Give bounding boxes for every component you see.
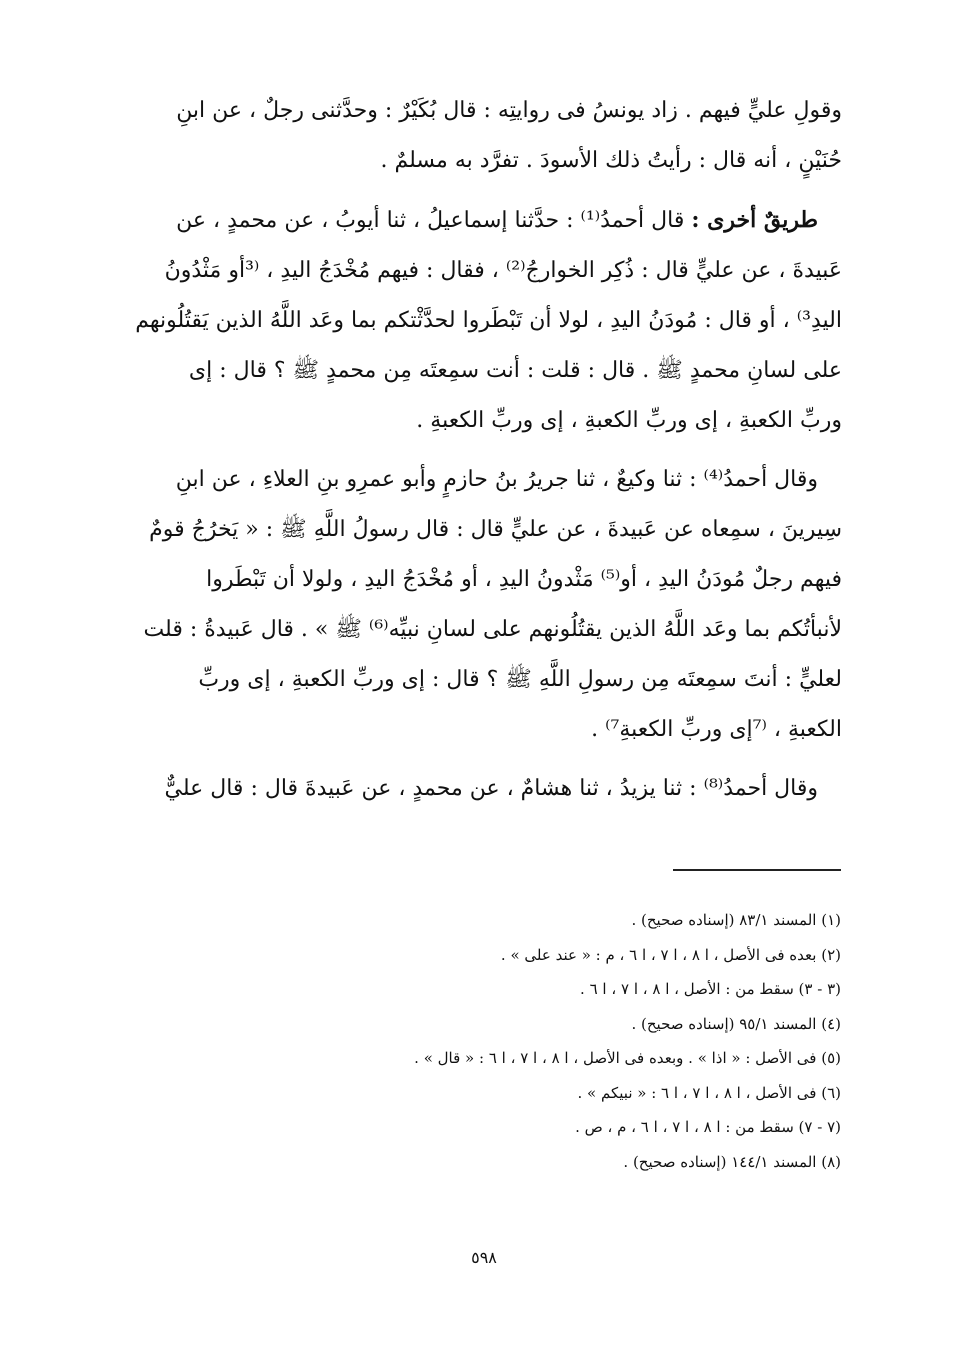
section-heading: طريقٌ أخرى : <box>691 207 818 233</box>
text-line: سِيرينَ ، سمِعاه عن عَبيدةَ ، عن عليٍّ قال : قال رسولُ اللَّهِ ﷺ : « يَخرُجُ قومٌ <box>149 517 842 542</box>
footnote-7: (٧ - ٧) سقط من : ا ٨ ، ا ٧ ، ا ٦ ، م ، ص . <box>575 1118 841 1136</box>
text-line: على لسانِ محمدٍ ﷺ . قال : قلت : أنت سمِعتَه مِن محمدٍ ﷺ ؟ قال : إى <box>188 358 842 383</box>
footnotes <box>300 903 841 1179</box>
text-line: فيهم رجلٌ مُودَنُ اليدِ ، أو⁽⁵⁾ مَثْدونُ اليدِ ، أو مُخْدَجُ اليدِ ، ولولا أن تَبْطَروا <box>206 567 842 592</box>
text-line: لأنبأتُكم بما وعَد اللَّهُ الذين يقتُلُونهم على لسانِ نبيِّه⁽⁶⁾ ﷺ » . قال عَبيدةُ : قلت <box>143 617 842 642</box>
footnote-4: (٤) المسند ٩٥/١ (إسناده صحيح) . <box>631 1014 841 1033</box>
page-number: ٥٩٨ <box>471 1248 497 1267</box>
paragraph-3 <box>118 455 842 755</box>
text-line: اليدِ³⁾ ، أو قال : مُودَنُ اليدِ ، لولا أن تَبْطَروا لحدَّثْتكم بما وعَد اللَّهُ الذين يَقتُلُونهم <box>135 308 842 333</box>
text-line: قال أحمدُ⁽¹⁾ : حدَّثنا إسماعيلُ ، ثنا أيوبُ ، عن محمدٍ ، عن <box>176 208 692 233</box>
text-line: لعليٍّ : أنتَ سمِعتَه مِن رسولِ اللَّهِ ﷺ ؟ قال : إى وربِّ الكعبةِ ، إى وربِّ <box>198 667 842 692</box>
paragraph-4 <box>118 764 842 814</box>
text-line: وقال أحمدُ⁽⁴⁾ : ثنا وكيعٌ ، ثنا جريرُ بنُ حازمٍ وأبو عمرِو بنِ العلاءِ ، عن ابنِ <box>175 467 818 492</box>
footnote-3: (٣ - ٣) سقط من : الأصل ، ا ٨ ، ا ٧ ، ا ٦ . <box>580 980 841 998</box>
text-line: حُنَيْنٍ ، أنه قال : رأيتُ ذلك الأسودَ . تفرَّد به مسلمٌ . <box>380 148 842 173</box>
footnote-1: (١) المسند ٨٣/١ (إسناده صحيح) . <box>631 911 841 929</box>
paragraph-2 <box>118 195 842 446</box>
footnote-separator <box>673 869 841 871</box>
footnote-8: (٨) المسند ١٤٤/١ (إسناده صحيح) . <box>623 1152 841 1171</box>
text-line: وقال أحمدُ⁽⁸⁾ : ثنا يزيدُ ، ثنا هشامٌ ، عن محمدٍ ، عن عَبيدةَ قال : قال عليٌّ <box>164 776 818 801</box>
footnote-6: (٦) فى الأصل ، ا ٨ ، ا ٧ ، ا ٦ : « نبيكم » . <box>577 1083 841 1102</box>
text-line: وقولِ عليٍّ فيهم . زاد يونسُ فى روايتِه : قال بُكَيْرٌ : وحدَّثنى رجلٌ ، عن ابنِ <box>176 98 842 123</box>
main-text <box>118 86 842 814</box>
text-line: عَبيدةَ ، عن عليٍّ قال : ذُكِر الخوارجُ⁽²⁾ ، فقال : فيهم مُخْدَجُ اليدِ ، ⁽³أو مَثْدُونُ <box>164 258 842 283</box>
paragraph-1 <box>118 86 842 186</box>
footnote-2: (٢) بعده فى الأصل ، ا ٨ ، ا ٧ ، ا ٦ ، م : « عند على » . <box>500 945 841 964</box>
footnote-5: (٥) فى الأصل : « اذا » . وبعده فى الأصل ، ا ٨ ، ا ٧ ، ا ٦ : « قال » . <box>414 1049 841 1067</box>
text-line: الكعبةِ ، ⁽⁷إى وربِّ الكعبةِ⁷⁾ . <box>591 717 842 742</box>
text-line: وربِّ الكعبةِ ، إى وربِّ الكعبةِ ، إى وربِّ الكعبةِ . <box>416 408 842 433</box>
